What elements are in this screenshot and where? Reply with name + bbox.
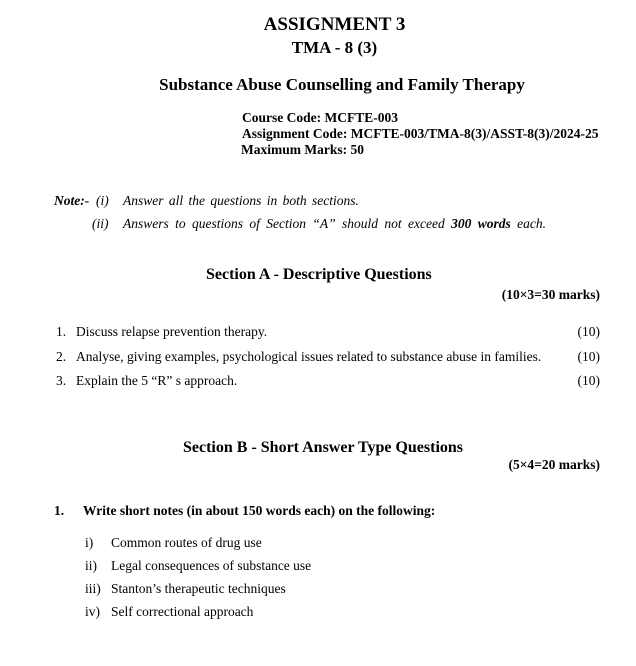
note-item-text: Answers to questions of Section “A” should not exceed 300 words each. <box>123 216 546 231</box>
list-item: Legal consequences of substance use <box>111 558 312 573</box>
assignment-title: ASSIGNMENT 3 <box>263 14 406 35</box>
question-marks: (10) <box>577 349 600 364</box>
list-item-num: ii) <box>85 558 97 573</box>
question-text: Discuss relapse prevention therapy. <box>76 324 268 339</box>
section-a-marks: (10×3=30 marks) <box>501 287 600 302</box>
assignment-code: Assignment Code: MCFTE-003/TMA-8(3)/ASST-8(3)/2024-25 <box>242 126 599 141</box>
question-marks: (10) <box>577 373 600 388</box>
section-a-title: Section A - Descriptive Questions <box>206 266 432 283</box>
question-number: 3. <box>56 373 67 388</box>
word-limit: 300 words <box>451 216 511 231</box>
question-number: 2. <box>56 349 67 364</box>
list-item-num: iv) <box>85 604 100 619</box>
section-b-title: Section B - Short Answer Type Questions <box>183 439 464 456</box>
question-marks: (10) <box>577 324 600 339</box>
question-text: Analyse, giving examples, psychological issues related to substance abuse in families. <box>76 349 542 364</box>
list-item: Stanton’s therapeutic techniques <box>111 581 286 596</box>
note-item-num: (ii) <box>92 216 109 231</box>
note-item-text: Answer all the questions in both sections. <box>123 193 359 208</box>
question-text: Explain the 5 “R” s approach. <box>76 373 238 388</box>
note-label: Note:- <box>54 193 90 208</box>
list-item: Common routes of drug use <box>111 535 262 550</box>
note-item-num: (i) <box>96 193 109 208</box>
course-title: Substance Abuse Counselling and Family Therapy <box>159 75 525 94</box>
question-text: Write short notes (in about 150 words each) on the following: <box>83 503 436 518</box>
question-number: 1. <box>56 324 67 339</box>
list-item-num: i) <box>85 535 94 550</box>
tma-label: TMA - 8 (3) <box>291 38 378 57</box>
question-number: 1. <box>54 503 65 518</box>
list-item-num: iii) <box>85 581 101 596</box>
list-item: Self correctional approach <box>111 604 254 619</box>
course-code: Course Code: MCFTE-003 <box>242 110 398 125</box>
section-b-marks: (5×4=20 marks) <box>508 457 600 472</box>
maximum-marks: Maximum Marks: 50 <box>241 142 364 157</box>
